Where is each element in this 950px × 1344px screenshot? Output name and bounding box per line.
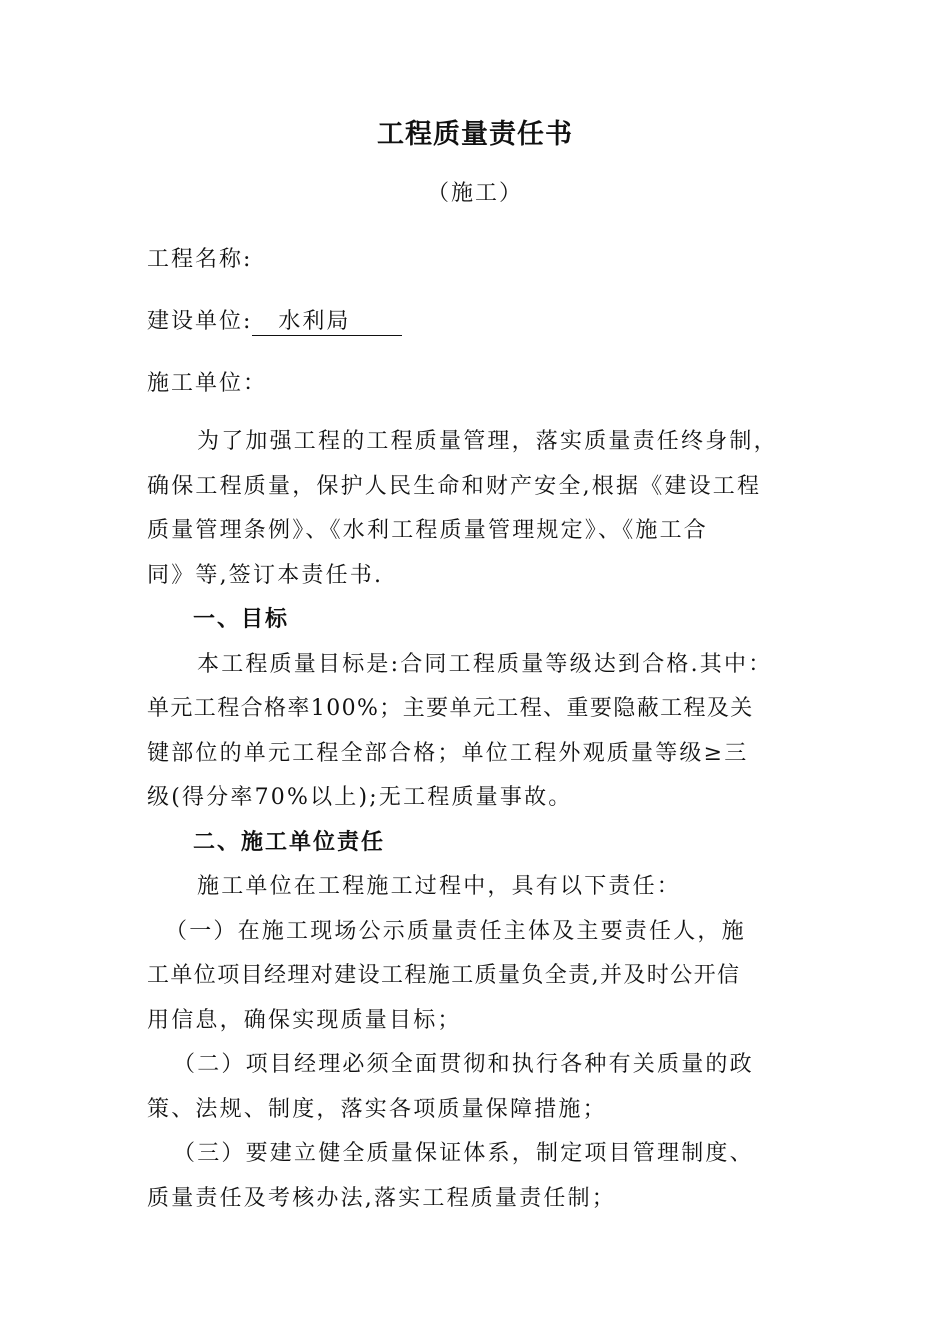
body-line: 键部位的单元工程全部合格；单位工程外观质量等级≥三: [147, 740, 749, 766]
body-line: 本工程质量目标是:合同工程质量等级达到合格.其中：: [197, 651, 773, 677]
body-line: 工单位项目经理对建设工程施工质量负全责,并及时公开信: [147, 963, 741, 988]
document-subtitle: （施工）: [426, 181, 523, 206]
body-line: 为了加强工程的工程质量管理，落实质量责任终身制，: [197, 429, 778, 454]
body-line: 确保工程质量，保护人民生命和财产安全,根据《建设工程: [147, 473, 762, 499]
body-line: 策、法规、制度，落实各项质量保障措施；: [147, 1096, 607, 1122]
body-line: （一）在施工现场公示质量责任主体及主要责任人，施: [165, 918, 746, 944]
body-line: 单元工程合格率100%；主要单元工程、重要隐蔽工程及关: [147, 696, 754, 721]
builder-value: 水利局: [252, 309, 402, 336]
project-name-label: 工程名称:: [147, 247, 253, 272]
body-line: 级(得分率70%以上);无工程质量事故。: [147, 785, 573, 810]
contractor-field: [147, 366, 267, 397]
body-line: 施工单位在工程施工过程中，具有以下责任：: [197, 874, 682, 899]
section-heading-goal: 一、目标: [193, 607, 290, 632]
project-name-field: [147, 242, 252, 273]
body-line: （三）要建立健全质量保证体系，制定项目管理制度、: [173, 1141, 754, 1166]
document-body: [147, 420, 807, 1221]
builder-label: 建设单位:: [147, 309, 253, 334]
document-title: 工程质量责任书: [377, 119, 573, 150]
contractor-label: 施工单位：: [147, 371, 268, 396]
body-line: （二）项目经理必须全面贯彻和执行各种有关质量的政: [173, 1052, 754, 1077]
builder-field: [147, 304, 402, 336]
body-line: 同》等,签订本责任书.: [147, 562, 384, 588]
body-line: 质量责任及考核办法,落实工程质量责任制；: [147, 1185, 616, 1211]
body-line: 质量管理条例》、《水利工程质量管理规定》、《施工合: [147, 518, 709, 543]
section-heading-contractor-duty: 二、施工单位责任: [193, 829, 386, 855]
body-line: 用信息，确保实现质量目标；: [147, 1007, 462, 1033]
